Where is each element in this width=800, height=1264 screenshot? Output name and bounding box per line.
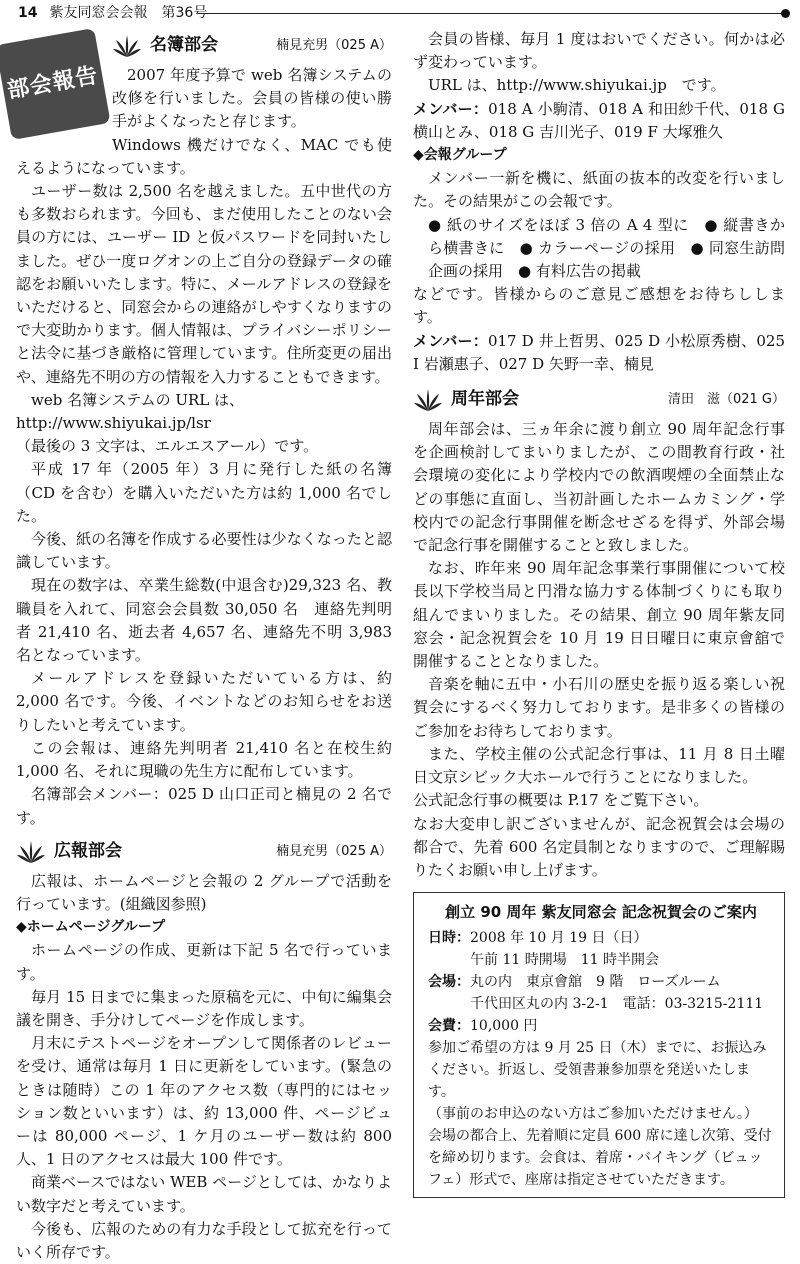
hp-members [413, 98, 785, 144]
shuunen-author: 清田 滋（021 G） [667, 392, 785, 408]
page-header [18, 4, 207, 22]
header-dot [781, 9, 790, 18]
meibo-para-10: メールアドレスを登録いただいている方は、約 2,000 名です。今後、イベントなどのお知らせをお送りしたいと考えています。 [16, 669, 392, 734]
meibo-para-2: Windows 機だけでなく、MAC でも使えるようになっています。 [16, 135, 392, 177]
leaf-emblem-icon [16, 839, 46, 865]
meibo-author: 楠見充男（025 A） [276, 38, 392, 54]
meibo-para-12: 名簿部会メンバー：025 D 山口正司と楠見の 2 名です。 [16, 785, 392, 827]
hp-para-7: URL は、http://www.shiyukai.jp です。 [428, 76, 726, 95]
meibo-body [16, 64, 392, 830]
notice-date [428, 927, 774, 949]
page-number: 14 [18, 5, 38, 21]
meibo-para-3: ユーザー数は 2,500 名を越えました。五中世代の方も多数おられます。今回も、まだ使用したことのない会員の方には、ユーザー ID と仮パスワードを同封いたしました。ぜひ一度ログオンの上ご自分の登録データの確認をお願いいたします。特に、メールアドレスの登録をいただけると、同窓会からの連絡がしやすくなりますので大変助かります。個人情報は、プライバシーポリシーと法令に基づき厳格に管理しています。住所変更の届出や、連絡先不明の方の情報を入力することもできます。 [16, 182, 392, 386]
hp-para-2: 毎月 15 日までに集まった原稿を元に、中旬に編集会議を開き、手分けしてページを作成します。 [16, 987, 392, 1029]
shuunen-tail-1: 公式記念行事の概要は P.17 をご覧下さい。 [413, 791, 709, 810]
notice-time: 午前 11 時開場 11 時半開会 [470, 952, 659, 969]
shuunen-para-2: なお、昨年来 90 周年記念事業行事開催について校長以下学校当局と円滑な協力する体制づくりにも取り組んでまいりました。その結果、創立 90 周年紫友同窓会・記念祝賀会を 10 月 19 日日曜日に東京會舘で開催することとなりました。 [413, 559, 785, 671]
notice-venue [428, 971, 774, 993]
meibo-para-4: web 名簿システムの URL は、 [31, 390, 245, 409]
kaihou-members [413, 330, 785, 376]
meibo-title: 名簿部会 [150, 35, 218, 56]
meibo-para-11: この会報は、連絡先判明者 21,410 名と在校生約 1,000 名、それに現職の先生方に配布しています。 [16, 738, 392, 781]
newsletter-title: 紫友同窓会会報 第36号 [49, 5, 208, 21]
notice-fee-label: 会費： [428, 1018, 470, 1035]
meibo-url: http://www.shiyukai.jp/lsr [16, 414, 211, 433]
kaihou-members-list: 017 D 井上哲男、025 D 小松原秀樹、025 I 岩瀬惠子、027 D 矢野一幸、楠見 [413, 331, 785, 373]
shuunen-para-1: 周年部会は、三ヵ年余に渡り創立 90 周年記念行事を企画検討してまいりましたが、この間教育行政・社会環境の変化により学校内での飲酒喫煙の全面禁止などの事態に直面し、当初計画したホームカミング・学校内での記念行事開催を断念せざるを得ず、外部会場で記念行事を開催することと致しました。 [413, 420, 785, 555]
leaf-emblem-icon [413, 387, 443, 413]
meibo-para-9: 現在の数字は、卒業生総数(中退含む)29,323 名、教職員を入れて、同窓会会員数 30,050 名 連絡先判明者 21,410 名、逝去者 4,657 名、連絡先不明 3,983 名となっています。 [16, 576, 392, 665]
kouhou-author: 楠見充男（025 A） [276, 844, 392, 860]
kaihou-bullets: ● 紙のサイズをほぼ 3 倍の A 4 型に ● 縦書きから横書きに ● カラーページの採用 ● 同窓生訪問企画の採用 ● 有料広告の掲載 [428, 215, 785, 281]
notice-venue-value: 丸の内 東京會舘 9 階 ローズルーム [470, 974, 721, 991]
kaihou-group-heading: ◆会報グループ [413, 147, 507, 164]
notice-body-1: 参加ご希望の方は 9 月 25 日（木）までに、お振込みください。折返し、受領書兼参加票を発送いたします。 [428, 1040, 767, 1101]
leaf-emblem-icon [112, 33, 142, 59]
kaihou-closing: などです。皆様からのご意見ご感想をお待ちしします。 [413, 285, 785, 327]
hp-para-6: 会員の皆様、毎月 1 度はおいでください。何かは必ず変わっています。 [413, 30, 785, 72]
left-column [16, 30, 392, 1261]
hp-group-heading: ◆ホームページグループ [16, 919, 166, 936]
shuunen-tail-2: なお大変申し訳ございませんが、記念祝賀会は会場の都合で、先着 600 名定員制となりますので、ご理解賜りたくお願い申し上げます。 [413, 814, 785, 879]
kaihou-members-label: メンバー： [413, 331, 488, 350]
hp-para-1: ホームページの作成、更新は下記 5 名で行っています。 [16, 941, 392, 983]
notice-venue-label: 会場： [428, 974, 470, 991]
notice-fee [428, 1015, 774, 1037]
notice-title: 創立 90 周年 紫友同窓会 記念祝賀会のご案内 [445, 903, 757, 922]
meibo-heading [112, 32, 392, 60]
event-notice-box [413, 892, 785, 1198]
meibo-para-8: 今後、紙の名簿を作成する必要性は少なくなったと認識しています。 [16, 530, 392, 572]
kouhou-intro: 広報は、ホームページと会報の 2 グループで活動を行っています。(組織図参照) [16, 871, 392, 913]
hp-para-4: 商業ベースではない WEB ページとしては、かなりよい数字だと考えています。 [16, 1173, 392, 1215]
right-column [413, 28, 785, 1189]
notice-body-2: （事前のお申込のない方はご参加いただけません。） [428, 1106, 758, 1123]
header-rule [198, 13, 786, 14]
shuunen-heading [413, 386, 785, 414]
notice-body-3: 会場の都合上、先着順に定員 600 席に達し次第、受付を締め切ります。会食は、着席・バイキング（ビュッフェ）形式で、座席は指定させていただきます。 [428, 1128, 772, 1189]
notice-address: 千代田区丸の内 3-2-1 電話：03-3215-2111 [470, 996, 764, 1013]
hp-members-list: 018 A 小駒清、018 A 和田紗千代、018 G 横山とみ、018 G 吉川光子、019 F 大塚雅久 [413, 99, 785, 141]
kouhou-title: 広報部会 [54, 841, 122, 862]
notice-date-label: 日時： [428, 930, 470, 947]
notice-date-value: 2008 年 10 月 19 日（日） [470, 930, 648, 947]
kouhou-heading [16, 838, 392, 866]
kaihou-para: メンバー一新を機に、紙面の抜本的改変を行いました。その結果がこの会報です。 [413, 169, 785, 211]
hp-para-5: 今後も、広報のための有力な手段として拡充を行っていく所存です。 [16, 1219, 392, 1261]
hp-members-label: メンバー： [413, 99, 489, 118]
notice-fee-value: 10,000 円 [470, 1018, 538, 1035]
meibo-para-6: （最後の 3 文字は、エルエスアール）です。 [16, 437, 319, 456]
shuunen-para-3: 音楽を軸に五中・小石川の歴史を振り返る楽しい祝賀会にするべく努力しております。是非多くの皆様のご参加をお待ちしております。 [413, 675, 785, 740]
hp-para-3: 月末にテストページをオープンして関係者のレビューを受け、通常は毎月 1 日に更新をしています。(緊急のときは随時）この 1 年のアクセス数（専門的にはセッション数といいます）は、約 13,000 件、ページビューは 80,000 ページ、1 ケ月のユーザー数は約 800 人、1 日のアクセスは最大 100 件です。 [16, 1034, 392, 1169]
meibo-para-1: 2007 年度予算で web 名簿システムの改修を行いました。会員の皆様の使い勝手がよくなったと存じます。 [112, 66, 392, 131]
shuunen-title: 周年部会 [451, 389, 519, 410]
shuunen-para-4: また、学校主催の公式記念行事は、11 月 8 日土曜日文京シビック大ホールで行うことになりました。 [413, 744, 785, 787]
meibo-para-7: 平成 17 年（2005 年）3 月に発行した紙の名簿（CD を含む）を購入いただいた方は約 1,000 名でした。 [16, 460, 392, 525]
badge-label: 部会報告 [5, 63, 101, 105]
